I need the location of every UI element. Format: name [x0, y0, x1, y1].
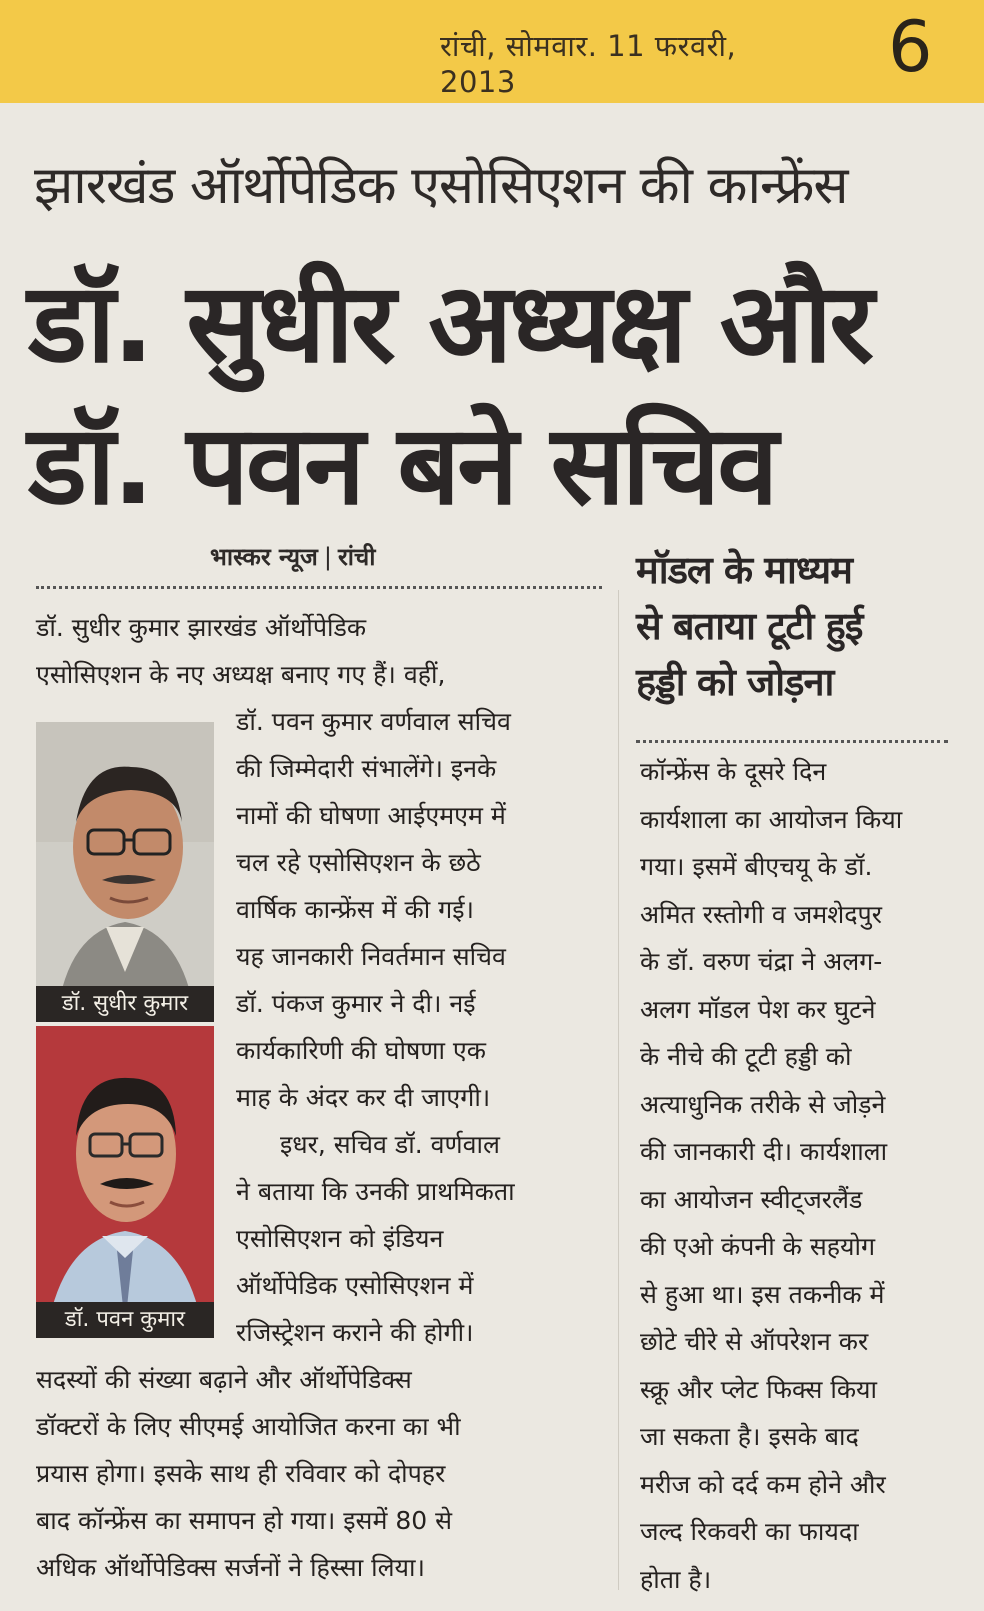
text-line: माह के अंदर कर दी जाएगी।	[236, 1083, 491, 1112]
text-line: डॉ. पंकज कुमार ने दी। नई	[236, 989, 476, 1018]
main-headline-line-1: डॉ. सुधीर अध्यक्ष और	[28, 259, 872, 387]
text-line: स्क्रू और प्लेट फिक्स किया	[640, 1374, 877, 1404]
side-headline-line: हड्डी को जोड़ना	[636, 660, 834, 704]
text-line: एसोसिएशन को इंडियन	[236, 1224, 444, 1253]
main-story-intro	[36, 604, 602, 698]
text-line: की एओ कंपनी के सहयोग	[640, 1232, 876, 1261]
text-line: अधिक ऑर्थोपेडिक्स सर्जनों ने हिस्सा लिया।	[36, 1553, 425, 1582]
text-line: प्रयास होगा। इसके साथ ही रविवार को दोपहर	[36, 1459, 446, 1488]
text-line: डॉ. पवन कुमार वर्णवाल सचिव	[236, 707, 511, 736]
column-divider	[618, 590, 619, 1590]
dotted-rule-right	[636, 740, 948, 743]
text-line: वार्षिक कान्फ्रेंस में की गई।	[236, 895, 474, 924]
text-line: अत्याधुनिक तरीके से जोड़ने	[640, 1089, 886, 1119]
text-line: डॉ. सुधीर कुमार झारखंड ऑर्थोपेडिक	[36, 613, 367, 642]
text-line: के नीचे की टूटी हड्डी को	[640, 1042, 852, 1071]
text-line: का आयोजन स्वीट्जरलैंड	[640, 1184, 863, 1214]
byline-city: रांची	[337, 543, 376, 571]
text-line: ऑर्थोपेडिक एसोसिएशन में	[236, 1271, 474, 1300]
page-number: 6	[888, 6, 933, 88]
side-story-headline	[636, 542, 948, 710]
side-headline-line: मॉडल के माध्यम	[636, 548, 852, 592]
kicker-headline: झारखंड ऑर्थोपेडिक एसोसिएशन की कान्फ्रेंस	[34, 156, 848, 216]
text-line: जा सकता है। इसके बाद	[640, 1422, 859, 1451]
text-line: डॉक्टरों के लिए सीएमई आयोजित करना का भी	[36, 1412, 461, 1441]
text-line: जल्द रिकवरी का फायदा	[640, 1517, 859, 1546]
byline	[210, 540, 470, 573]
text-line: गया। इसमें बीएचयू के डॉ.	[640, 852, 873, 881]
text-line: की जानकारी दी। कार्यशाला	[640, 1137, 888, 1166]
text-line: कॉन्फ्रेंस के दूसरे दिन	[640, 757, 827, 786]
text-line: कार्यकारिणी की घोषणा एक	[236, 1036, 486, 1065]
text-line: इधर, सचिव डॉ. वर्णवाल	[280, 1130, 500, 1159]
text-line: बाद कॉन्फ्रेंस का समापन हो गया। इसमें 80 से	[36, 1506, 453, 1535]
text-line: अलग मॉडल पेश कर घुटने	[640, 994, 876, 1024]
text-line: सदस्यों की संख्या बढ़ाने और ऑर्थोपेडिक्स	[36, 1365, 412, 1394]
text-line: कार्यशाला का आयोजन किया	[640, 804, 903, 834]
main-story-closing	[36, 1356, 602, 1591]
text-line: नामों की घोषणा आईएमएम में	[236, 801, 506, 830]
text-line: की जिम्मेदारी संभालेंगे। इनके	[236, 754, 497, 783]
text-line: के डॉ. वरुण चंद्रा ने अलग-	[640, 947, 883, 976]
main-headline-line-2: डॉ. पवन बने सचिव	[28, 401, 776, 529]
dateline: रांची, सोमवार. 11 फरवरी, 2013	[440, 29, 737, 99]
text-line: ने बताया कि उनकी प्राथमिकता	[236, 1177, 515, 1206]
text-line: होता है।	[640, 1564, 712, 1594]
page-header-bar	[0, 0, 984, 103]
side-story-body	[640, 748, 946, 1603]
portrait-image	[36, 1026, 214, 1338]
text-line: छोटे चीरे से ऑपरेशन कर	[640, 1327, 869, 1356]
photo-dr-sudhir-kumar	[36, 722, 214, 1022]
text-line: अमित रस्तोगी व जमशेदपुर	[640, 899, 882, 929]
text-line: चल रहे एसोसिएशन के छठे	[236, 848, 481, 877]
main-story-narrow	[236, 698, 602, 1356]
text-line: मरीज को दर्द कम होने और	[640, 1469, 886, 1499]
text-line: रजिस्ट्रेशन कराने की होगी।	[236, 1318, 474, 1347]
byline-separator: |	[323, 543, 332, 571]
text-line: एसोसिएशन के नए अध्यक्ष बनाए गए हैं। वहीं,	[36, 660, 446, 689]
side-headline-line: से बताया टूटी हुई	[636, 604, 863, 648]
photo-caption: डॉ. सुधीर कुमार	[36, 986, 214, 1022]
portrait-image	[36, 722, 214, 1022]
text-line: से हुआ था। इस तकनीक में	[640, 1279, 885, 1309]
text-line: यह जानकारी निवर्तमान सचिव	[236, 942, 506, 971]
photo-dr-pavan-kumar	[36, 1026, 214, 1338]
photo-caption: डॉ. पवन कुमार	[36, 1302, 214, 1338]
dotted-rule-left	[36, 586, 602, 589]
byline-agency: भास्कर न्यूज	[210, 543, 318, 571]
